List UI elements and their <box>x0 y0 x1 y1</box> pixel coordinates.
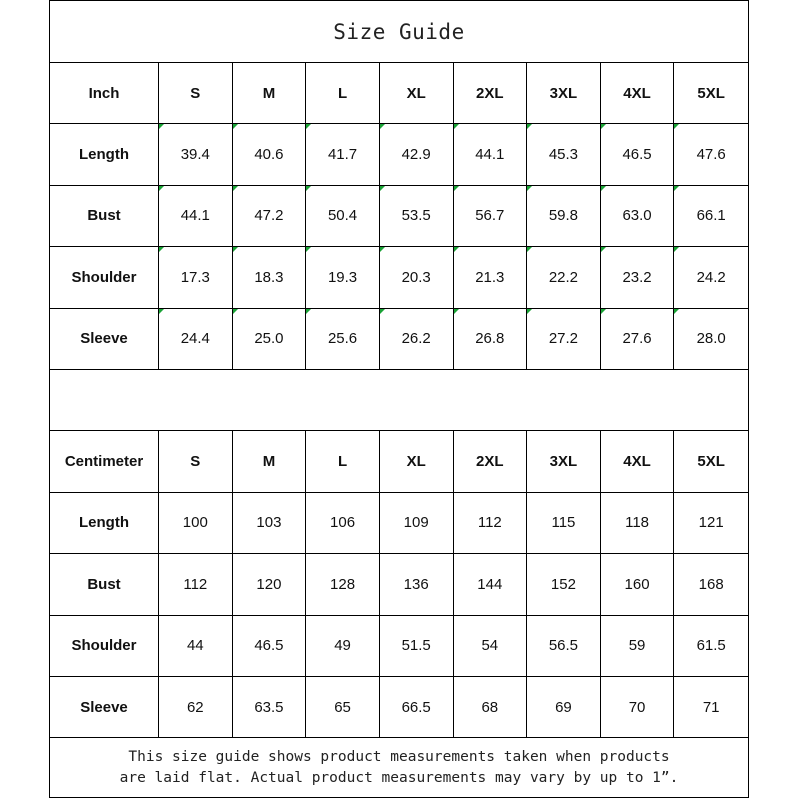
corner-marker-icon <box>454 309 459 314</box>
measurement-value: 59 <box>601 616 675 677</box>
size-header-xl: XL <box>380 431 454 492</box>
size-header-2xl: 2XL <box>454 63 528 124</box>
corner-marker-icon <box>306 124 311 129</box>
measurement-value: 56.5 <box>527 616 601 677</box>
corner-marker-icon <box>380 247 385 252</box>
corner-marker-icon <box>454 186 459 191</box>
measurement-value: 63.0 <box>601 186 675 247</box>
measurement-value: 47.2 <box>233 186 307 247</box>
measurement-value: 128 <box>306 554 380 615</box>
corner-marker-icon <box>527 124 532 129</box>
measurement-value: 118 <box>601 493 675 554</box>
measurement-label: Sleeve <box>50 677 159 738</box>
measurement-label: Length <box>50 493 159 554</box>
measurement-label: Shoulder <box>50 247 159 308</box>
measurement-value: 66.5 <box>380 677 454 738</box>
measurement-value: 62 <box>159 677 233 738</box>
measurement-value: 19.3 <box>306 247 380 308</box>
measurement-value: 54 <box>454 616 528 677</box>
measurement-value: 46.5 <box>233 616 307 677</box>
note-line: This size guide shows product measurements taken when products <box>128 748 670 765</box>
corner-marker-icon <box>380 309 385 314</box>
size-header-4xl: 4XL <box>601 431 675 492</box>
measurement-value: 50.4 <box>306 186 380 247</box>
corner-marker-icon <box>159 186 164 191</box>
measurement-value: 115 <box>527 493 601 554</box>
measurement-value: 168 <box>674 554 748 615</box>
measurement-label: Bust <box>50 186 159 247</box>
measurement-value: 66.1 <box>674 186 748 247</box>
measurement-value: 109 <box>380 493 454 554</box>
measurement-value: 53.5 <box>380 186 454 247</box>
measurement-value: 46.5 <box>601 124 675 185</box>
corner-marker-icon <box>527 309 532 314</box>
measurement-value: 103 <box>233 493 307 554</box>
corner-marker-icon <box>233 124 238 129</box>
corner-marker-icon <box>233 186 238 191</box>
measurement-value: 24.4 <box>159 309 233 370</box>
corner-marker-icon <box>674 309 679 314</box>
measurement-value: 63.5 <box>233 677 307 738</box>
corner-marker-icon <box>306 186 311 191</box>
measurement-value: 39.4 <box>159 124 233 185</box>
measurement-value: 121 <box>674 493 748 554</box>
corner-marker-icon <box>233 309 238 314</box>
size-header-l: L <box>306 431 380 492</box>
measurement-value: 47.6 <box>674 124 748 185</box>
measurement-value: 26.2 <box>380 309 454 370</box>
size-header-2xl: 2XL <box>454 431 528 492</box>
measurement-value: 136 <box>380 554 454 615</box>
measurement-value: 44.1 <box>454 124 528 185</box>
measurement-value: 17.3 <box>159 247 233 308</box>
measurement-label: Bust <box>50 554 159 615</box>
size-header-5xl: 5XL <box>674 63 748 124</box>
corner-marker-icon <box>527 247 532 252</box>
measurement-value: 68 <box>454 677 528 738</box>
corner-marker-icon <box>601 247 606 252</box>
measurement-value: 120 <box>233 554 307 615</box>
corner-marker-icon <box>601 186 606 191</box>
measurement-value: 21.3 <box>454 247 528 308</box>
size-header-xl: XL <box>380 63 454 124</box>
measurement-label: Sleeve <box>50 309 159 370</box>
measurement-value: 144 <box>454 554 528 615</box>
measurement-value: 112 <box>159 554 233 615</box>
measurement-value: 27.2 <box>527 309 601 370</box>
measurement-value: 65 <box>306 677 380 738</box>
size-header-m: M <box>233 63 307 124</box>
size-header-3xl: 3XL <box>527 63 601 124</box>
measurement-value: 22.2 <box>527 247 601 308</box>
corner-marker-icon <box>306 309 311 314</box>
size-guide-table <box>49 0 749 798</box>
corner-marker-icon <box>674 186 679 191</box>
measurement-value: 40.6 <box>233 124 307 185</box>
measurement-value: 61.5 <box>674 616 748 677</box>
size-header-m: M <box>233 431 307 492</box>
measurement-value: 26.8 <box>454 309 528 370</box>
size-header-4xl: 4XL <box>601 63 675 124</box>
measurement-label: Shoulder <box>50 616 159 677</box>
corner-marker-icon <box>674 247 679 252</box>
corner-marker-icon <box>674 124 679 129</box>
corner-marker-icon <box>527 186 532 191</box>
measurement-value: 100 <box>159 493 233 554</box>
section-divider <box>50 370 748 431</box>
measurement-value: 160 <box>601 554 675 615</box>
measurement-value: 27.6 <box>601 309 675 370</box>
corner-marker-icon <box>159 247 164 252</box>
corner-marker-icon <box>159 309 164 314</box>
measurement-value: 42.9 <box>380 124 454 185</box>
corner-marker-icon <box>601 124 606 129</box>
size-header-5xl: 5XL <box>674 431 748 492</box>
measurement-value: 106 <box>306 493 380 554</box>
measurement-value: 152 <box>527 554 601 615</box>
measurement-value: 44.1 <box>159 186 233 247</box>
corner-marker-icon <box>380 186 385 191</box>
size-header-l: L <box>306 63 380 124</box>
corner-marker-icon <box>601 309 606 314</box>
measurement-value: 18.3 <box>233 247 307 308</box>
measurement-value: 71 <box>674 677 748 738</box>
corner-marker-icon <box>380 124 385 129</box>
measurement-value: 49 <box>306 616 380 677</box>
note-line: are laid flat. Actual product measurements may vary by up to 1”. <box>119 769 679 786</box>
measurement-value: 28.0 <box>674 309 748 370</box>
measurement-value: 25.6 <box>306 309 380 370</box>
measurement-value: 56.7 <box>454 186 528 247</box>
measurement-value: 51.5 <box>380 616 454 677</box>
measurement-value: 20.3 <box>380 247 454 308</box>
measurement-value: 24.2 <box>674 247 748 308</box>
measurement-value: 69 <box>527 677 601 738</box>
measurement-note <box>50 738 748 797</box>
corner-marker-icon <box>233 247 238 252</box>
corner-marker-icon <box>306 247 311 252</box>
size-header-s: S <box>159 431 233 492</box>
unit-label: Inch <box>50 63 159 124</box>
measurement-value: 70 <box>601 677 675 738</box>
measurement-value: 25.0 <box>233 309 307 370</box>
measurement-value: 45.3 <box>527 124 601 185</box>
page-title: Size Guide <box>50 1 748 63</box>
size-header-3xl: 3XL <box>527 431 601 492</box>
size-header-s: S <box>159 63 233 124</box>
measurement-value: 112 <box>454 493 528 554</box>
measurement-value: 23.2 <box>601 247 675 308</box>
measurement-value: 41.7 <box>306 124 380 185</box>
corner-marker-icon <box>454 247 459 252</box>
corner-marker-icon <box>159 124 164 129</box>
measurement-label: Length <box>50 124 159 185</box>
corner-marker-icon <box>454 124 459 129</box>
measurement-value: 59.8 <box>527 186 601 247</box>
measurement-value: 44 <box>159 616 233 677</box>
unit-label: Centimeter <box>50 431 159 492</box>
